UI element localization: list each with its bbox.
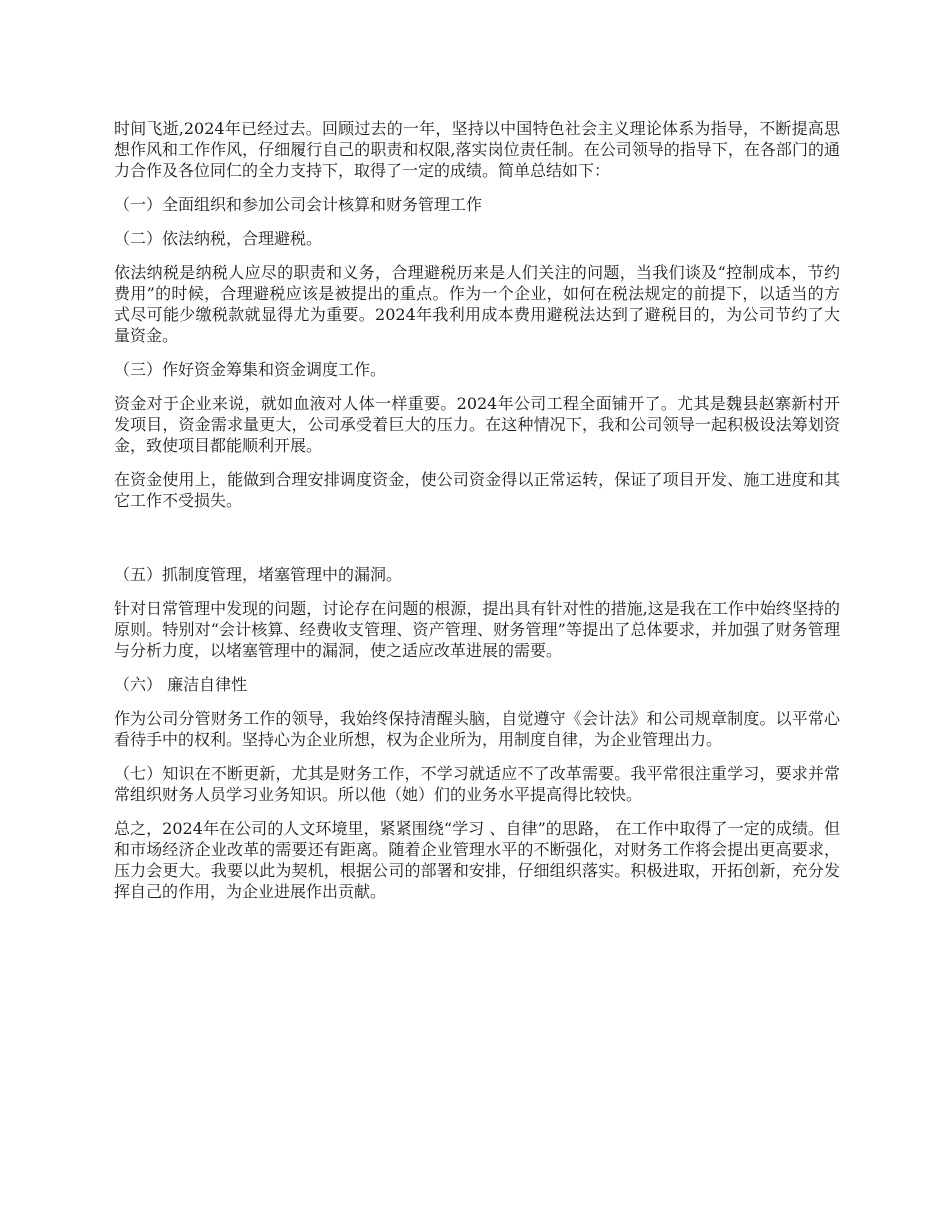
blank-gap [114, 524, 840, 564]
section-2-paragraph: 依法纳税是纳税人应尽的职责和义务，合理避税历来是人们关注的问题，当我们谈及“控制成本，节约费用”的时候，合理避税应该是被提出的重点。作为一个企业，如何在税法规定的前提下，以适当的方式尽可能少缴税款就显得尤为重要。2024年我利用成本费用避税法达到了避税目的，为公司节约了大量资金。 [114, 263, 840, 345]
section-5-heading: （五）抓制度管理，堵塞管理中的漏洞。 [114, 565, 403, 584]
section-5-paragraph: 针对日常管理中发现的问题，讨论存在问题的根源，提出具有针对性的措施,这是我在工作中始终坚持的原则。特别对“会计核算、经费收支管理、资产管理、财务管理”等提出了总体要求，并加强了财务管理与分析力度，以堵塞管理中的漏洞，使之适应改革进展的需要。 [114, 599, 840, 660]
section-2-heading: （二）依法纳税，合理避税。 [114, 229, 323, 248]
section-3-paragraph-b: 在资金使用上，能做到合理安排调度资金，使公司资金得以正常运转，保证了项目开发、施工进度和其它工作不受损失。 [114, 470, 840, 510]
document-page [114, 118, 840, 915]
section-7-paragraph: （七）知识在不断更新，尤其是财务工作，不学习就适应不了改革需要。我平常很注重学习，要求并常常组织财务人员学习业务知识。所以他（她）们的业务水平提高得比较快。 [114, 764, 840, 804]
section-6-paragraph: 作为公司分管财务工作的领导，我始终保持清醒头脑，自觉遵守《会计法》和公司规章制度。以平常心看待手中的权利。坚持心为企业所想，权为企业所为，用制度自律，为企业管理出力。 [114, 709, 840, 749]
section-1-heading: （一）全面组织和参加公司会计核算和财务管理工作 [114, 195, 483, 214]
section-3-paragraph-a: 资金对于企业来说，就如血液对人体一样重要。2024年公司工程全面铺开了。尤其是魏县赵寨新村开发项目，资金需求量更大，公司承受着巨大的压力。在这种情况下，我和公司领导一起积极设法筹划资金，致使项目都能顺利开展。 [114, 394, 840, 455]
section-3-heading: （三）作好资金筹集和资金调度工作。 [114, 360, 387, 379]
conclusion-paragraph: 总之，2024年在公司的人文环境里，紧紧围绕“学习 、自律”的思路， 在工作中取得了一定的成绩。但和市场经济企业改革的需要还有距离。随着企业管理水平的不断强化，对财务工作将会提出更高要求，压力会更大。我要以此为契机，根据公司的部署和安排，仔细组织落实。积极进取，开拓创新，充分发挥自己的作用，为企业进展作出贡献。 [114, 819, 840, 901]
intro-paragraph: 时间飞逝,2024年已经过去。回顾过去的一年，坚持以中国特色社会主义理论体系为指导，不断提高思想作风和工作作风，仔细履行自己的职责和权限,落实岗位责任制。在公司领导的指导下，在各部门的通力合作及各位同仁的全力支持下，取得了一定的成绩。简单总结如下： [114, 119, 840, 180]
section-6-heading: （六） 廉洁自律性 [114, 675, 248, 694]
